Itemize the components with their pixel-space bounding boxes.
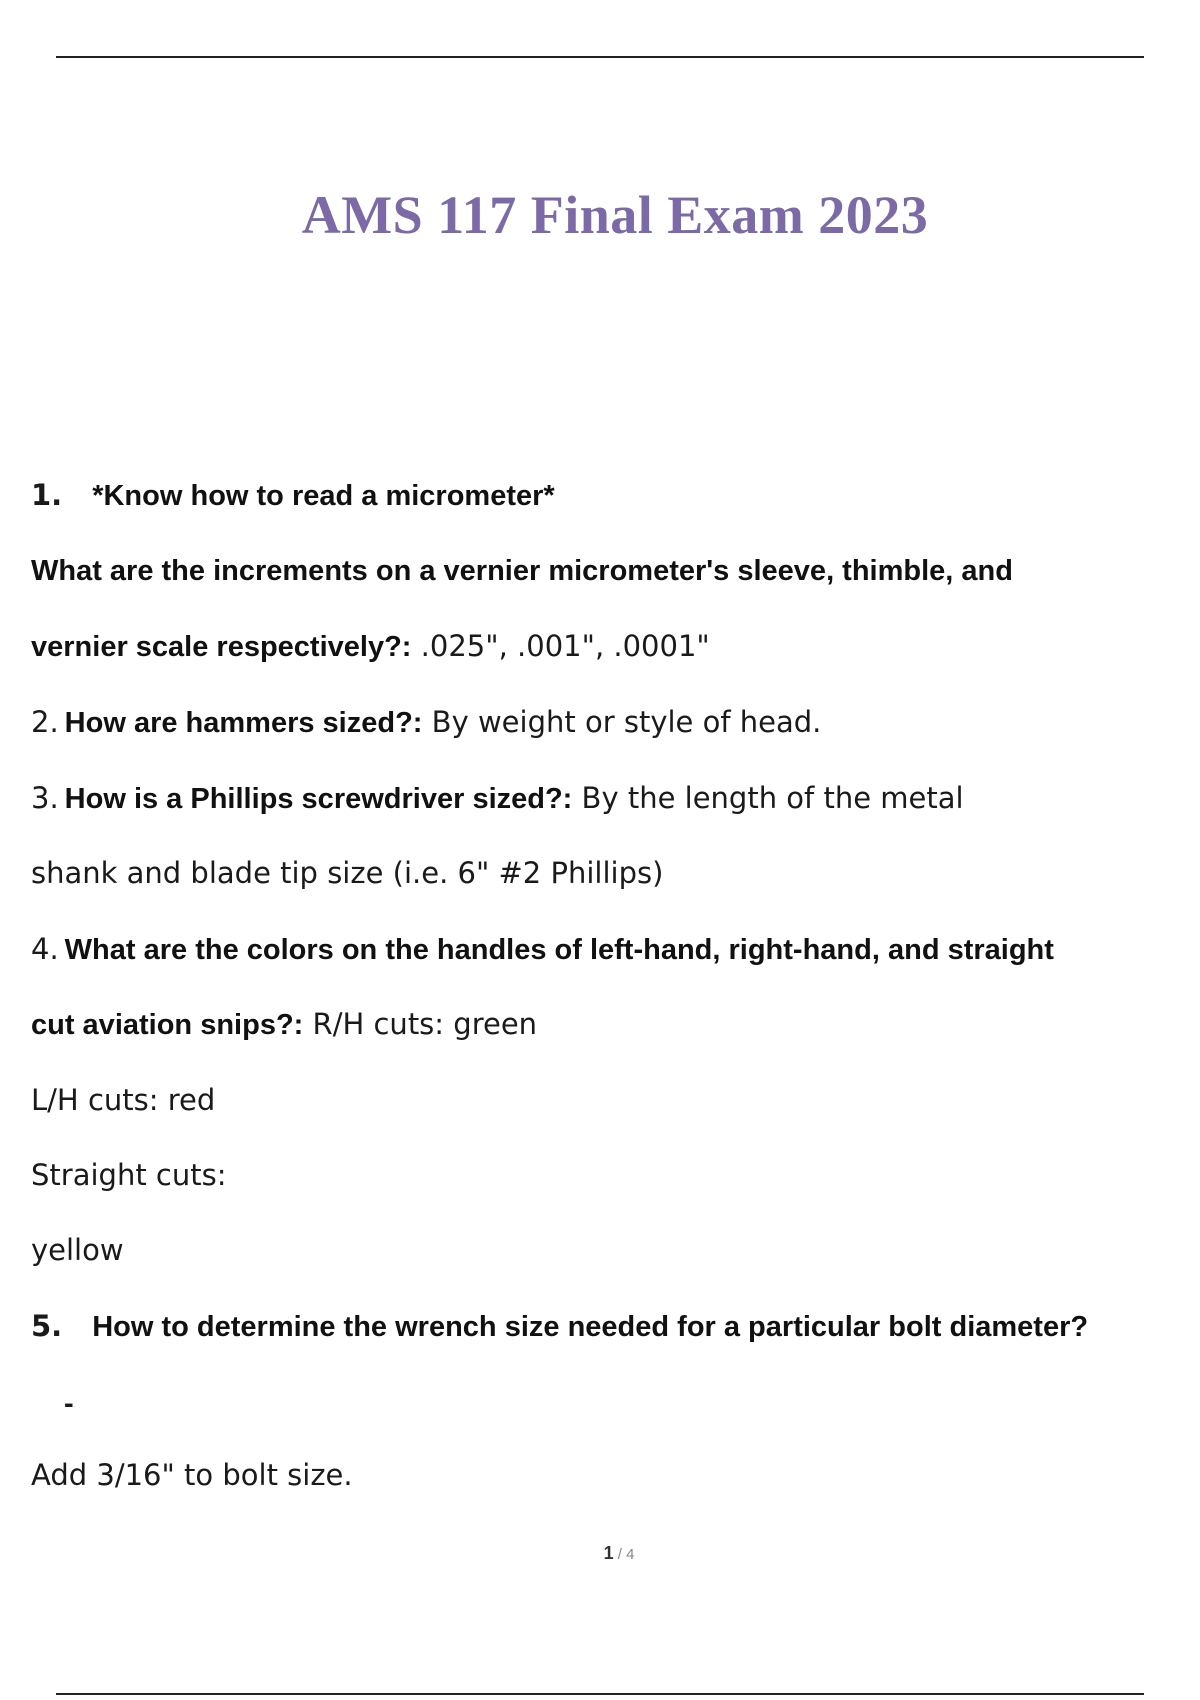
question-4-line-5 (31, 1230, 124, 1271)
question-4-text-2: cut aviation snips?: (31, 1009, 304, 1041)
question-4-number: 4. (31, 932, 59, 966)
question-4-answer-2: L/H cuts: red (31, 1083, 216, 1117)
question-1-heading: *Know how to read a micrometer* (92, 480, 555, 512)
question-4-line-4 (31, 1155, 226, 1196)
question-2-number: 2. (31, 705, 59, 739)
question-3-line-1 (31, 778, 964, 819)
question-2-line (31, 702, 821, 743)
header-rule (56, 56, 1144, 58)
question-1-text-1: What are the increments on a vernier micrometer's sleeve, thimble, and (31, 555, 1013, 587)
question-3-text: How is a Phillips screwdriver sized?: (64, 783, 573, 815)
question-3-answer-1: By the length of the metal (572, 781, 964, 815)
question-1-text-line-2 (31, 626, 710, 667)
question-2-answer: By weight or style of head. (422, 705, 822, 739)
question-4-answer-3: Straight cuts: (31, 1158, 227, 1192)
page-current: 1 (603, 1543, 614, 1563)
question-5-line (31, 1306, 1088, 1347)
question-5-dash: - (64, 1388, 74, 1420)
question-2-text: How are hammers sized?: (64, 707, 423, 739)
question-1-text-line-1 (31, 551, 1013, 591)
question-1-number: 1. (31, 478, 63, 512)
footer-rule (56, 1693, 1144, 1695)
page-indicator (0, 1543, 1200, 1564)
page-total: 4 (626, 1546, 635, 1563)
question-5-text: How to determine the wrench size needed for a particular bolt diameter? (92, 1311, 1089, 1343)
question-5-answer: Add 3/16" to bolt size. (31, 1458, 353, 1492)
document-title: AMS 117 Final Exam 2023 (301, 185, 929, 245)
question-4-answer-4: yellow (31, 1233, 124, 1267)
question-4-line-3 (31, 1080, 215, 1121)
question-3-answer-2: shank and blade tip size (i.e. 6" #2 Phillips) (31, 856, 664, 890)
question-1-answer: .025", .001", .0001" (411, 629, 710, 663)
question-1-heading-line (31, 475, 555, 516)
question-5-number: 5. (31, 1309, 63, 1343)
question-4-text-1: What are the colors on the handles of left-hand, right-hand, and straight (64, 934, 1054, 966)
question-1-text-2: vernier scale respectively?: (31, 631, 412, 663)
question-4-line-1 (31, 929, 1054, 970)
page-separator: / (613, 1546, 627, 1563)
question-5-answer-line (31, 1455, 353, 1496)
question-4-line-2 (31, 1004, 537, 1045)
question-3-line-2 (31, 853, 663, 894)
question-3-number: 3. (31, 781, 59, 815)
question-4-answer-1: R/H cuts: green (303, 1007, 538, 1041)
